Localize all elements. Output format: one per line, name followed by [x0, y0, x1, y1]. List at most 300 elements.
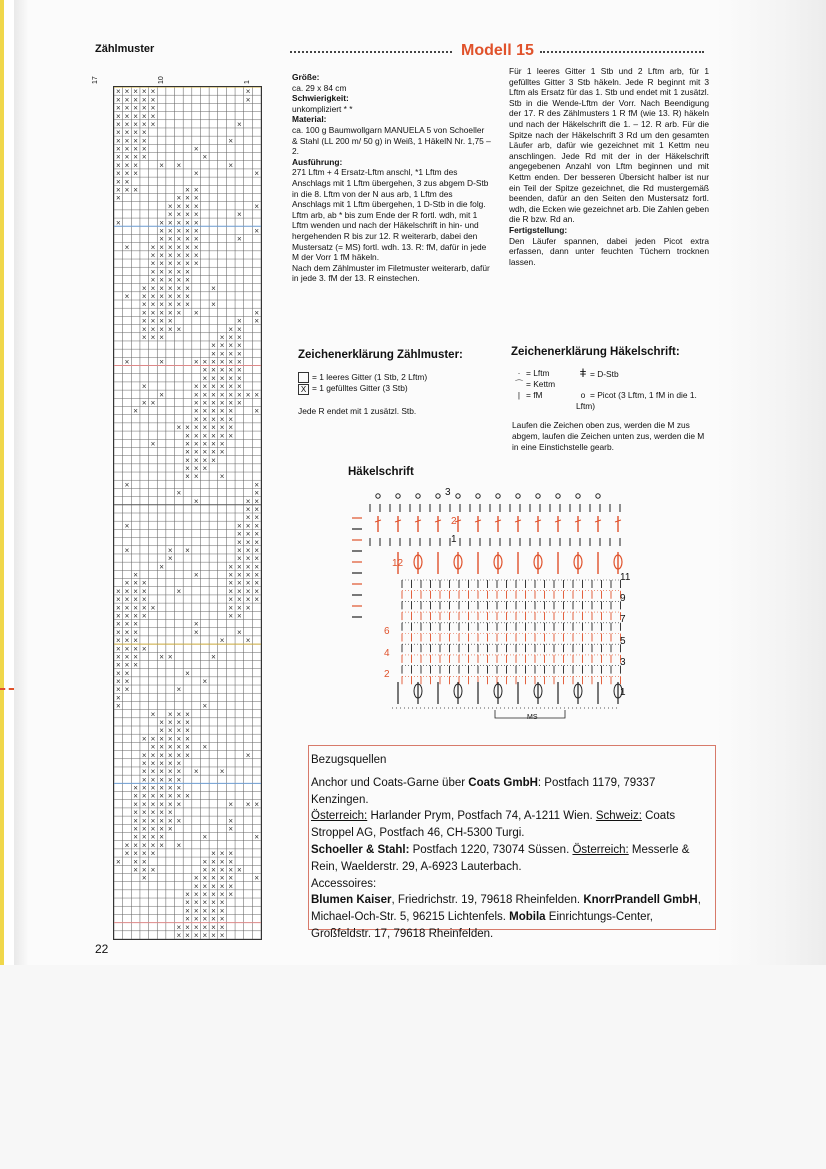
- filled-cell-mark: ×: [150, 791, 156, 801]
- picot-mark: [516, 494, 520, 498]
- filled-cell-mark: ×: [237, 349, 242, 359]
- row-label-4: 4: [384, 648, 390, 659]
- filled-cell-mark: ×: [202, 447, 208, 457]
- filled-cell-mark: ×: [228, 349, 234, 359]
- filled-cell-mark: ×: [115, 619, 121, 629]
- filled-cell-mark: ×: [124, 119, 130, 129]
- filled-cell-mark: ×: [141, 152, 147, 162]
- filled-cell-mark: ×: [176, 799, 182, 809]
- filled-cell-mark: ×: [193, 193, 199, 203]
- filled-cell-mark: ×: [150, 87, 156, 97]
- filled-cell-mark: ×: [176, 840, 182, 850]
- filled-cell-mark: ×: [133, 586, 138, 596]
- filled-cell-mark: ×: [228, 398, 234, 408]
- filled-cell-mark: ×: [185, 726, 190, 736]
- filled-cell-mark: ×: [141, 283, 147, 293]
- filled-cell-mark: ×: [141, 398, 147, 408]
- filled-cell-mark: ×: [124, 177, 130, 187]
- instructions-column-2: [509, 66, 709, 267]
- filled-cell-mark: ×: [150, 111, 156, 121]
- row-number-10: 10: [158, 76, 165, 84]
- lower-page-area: [0, 965, 826, 1169]
- filled-cell-mark: ×: [185, 283, 190, 293]
- filled-cell-mark: ×: [124, 144, 130, 154]
- filled-cell-mark: ×: [176, 742, 182, 752]
- row-label-1: 1: [620, 687, 626, 698]
- filled-cell-mark: ×: [133, 865, 138, 875]
- filled-cell-mark: ×: [228, 382, 234, 392]
- filled-cell-mark: ×: [228, 390, 234, 400]
- filled-cell-mark: ×: [185, 750, 190, 760]
- filled-cell-mark: ×: [202, 382, 208, 392]
- filled-cell-mark: ×: [141, 128, 147, 138]
- filled-cell-mark: ×: [193, 406, 199, 416]
- filled-cell-mark: ×: [115, 652, 121, 662]
- filled-cell-mark: ×: [141, 816, 147, 826]
- picot-icon: o: [580, 390, 586, 400]
- filled-cell-mark: ×: [193, 931, 199, 939]
- filled-cell-mark: ×: [133, 824, 138, 834]
- filled-cell-mark: ×: [133, 644, 138, 654]
- filled-cell-mark: ×: [150, 103, 156, 113]
- filled-cell-mark: ×: [141, 136, 147, 146]
- filled-cell-mark: ×: [176, 709, 182, 719]
- sources-accessories-label: Accessoires:: [311, 877, 377, 890]
- empty-square-icon: [298, 372, 309, 383]
- filled-cell-mark: ×: [176, 210, 182, 220]
- filled-cell-mark: ×: [176, 586, 182, 596]
- filled-cell-mark: ×: [141, 767, 147, 777]
- filled-cell-mark: ×: [159, 726, 164, 736]
- filled-cell-mark: ×: [228, 890, 234, 900]
- picot-mark: [416, 494, 420, 498]
- sources-box: [308, 745, 716, 940]
- filled-cell-mark: ×: [228, 373, 234, 383]
- filled-cell-mark: ×: [185, 447, 190, 457]
- filet-count-chart: [113, 86, 262, 940]
- filled-cell-mark: ×: [176, 931, 182, 939]
- filled-cell-mark: ×: [185, 668, 190, 678]
- filled-cell-mark: ×: [202, 865, 208, 875]
- filled-cell-mark: ×: [176, 251, 182, 261]
- filled-cell-mark: ×: [115, 103, 121, 113]
- filled-cell-mark: ×: [176, 718, 182, 727]
- filled-cell-mark: ×: [159, 234, 164, 244]
- filled-cell-mark: ×: [150, 750, 156, 760]
- filled-cell-mark: ×: [167, 783, 173, 793]
- filled-cell-mark: ×: [159, 218, 164, 228]
- filled-cell-mark: ×: [254, 513, 260, 523]
- filled-cell-mark: ×: [150, 267, 156, 277]
- filled-cell-mark: ×: [141, 586, 147, 596]
- filled-cell-mark: ×: [254, 554, 260, 564]
- finishing-text: Den Läufer spannen, dabei jeden Picot extra erfassen, dann unter feuchten Tüchern trocknen lassen.: [509, 235, 709, 267]
- filled-cell-mark: ×: [211, 365, 216, 375]
- filled-cell-mark: ×: [176, 300, 182, 310]
- picot-mark: [376, 494, 380, 498]
- filled-cell-mark: ×: [167, 734, 173, 744]
- picot-mark: [436, 494, 440, 498]
- filled-cell-mark: ×: [150, 119, 156, 129]
- filled-cell-mark: ×: [133, 849, 138, 859]
- filled-cell-mark: ×: [150, 332, 156, 342]
- filled-cell-mark: ×: [228, 423, 234, 433]
- filled-cell-mark: ×: [193, 423, 199, 433]
- filled-cell-mark: ×: [219, 857, 225, 867]
- filled-cell-mark: ×: [141, 758, 147, 768]
- filled-cell-mark: ×: [115, 701, 121, 711]
- filled-cell-mark: ×: [228, 603, 234, 613]
- filled-cell-mark: ×: [185, 742, 190, 752]
- filled-cell-mark: ×: [228, 406, 234, 416]
- picot-mark: [456, 494, 460, 498]
- filled-cell-mark: ×: [150, 292, 156, 301]
- sources-coats: Anchor und Coats-Garne über Coats GmbH: Postfach 1179, 79337 Kenzingen.: [311, 776, 656, 806]
- size-value: ca. 29 x 84 cm: [292, 82, 347, 93]
- filled-cell-mark: ×: [133, 603, 138, 613]
- picot-mark: [396, 494, 400, 498]
- filled-cell-mark: ×: [185, 218, 190, 228]
- filled-cell-mark: ×: [202, 914, 208, 924]
- filled-cell-mark: ×: [237, 316, 242, 326]
- filled-cell-mark: ×: [202, 365, 208, 375]
- filled-cell-mark: ×: [228, 357, 234, 367]
- filled-cell-mark: ×: [193, 144, 199, 154]
- round-label-1: 1: [451, 534, 457, 545]
- filled-cell-mark: ×: [115, 668, 121, 678]
- filled-cell-mark: ×: [211, 898, 216, 908]
- filled-cell-mark: ×: [159, 750, 164, 760]
- filled-cell-mark: ×: [141, 87, 147, 97]
- filled-cell-mark: ×: [211, 439, 216, 449]
- filled-cell-mark: ×: [228, 873, 234, 883]
- filled-cell-mark: ×: [219, 349, 225, 359]
- filled-cell-mark: ×: [219, 390, 225, 400]
- filled-cell-mark: ×: [185, 464, 190, 474]
- filled-cell-mark: ×: [202, 873, 208, 883]
- filled-cell-mark: ×: [245, 545, 251, 555]
- filled-cell-mark: ×: [133, 636, 138, 646]
- filled-cell-mark: ×: [133, 791, 138, 801]
- filled-cell-mark: ×: [167, 742, 173, 752]
- filled-cell-mark: ×: [124, 840, 130, 850]
- filled-cell-mark: ×: [133, 660, 138, 670]
- sources-accessories: Blumen Kaiser, Friedrichstr. 19, 79618 Rheinfelden. KnorrPrandell GmbH, Michael-Och-Str. 5, 96215 Lichtenfels. Mobila Einrichtungs-Center, Großfeldstr. 17, 79618 Rheinfelden.: [311, 894, 701, 940]
- filled-cell-mark: ×: [133, 783, 138, 793]
- filled-cell-mark: ×: [228, 881, 234, 891]
- filled-cell-mark: ×: [237, 357, 242, 367]
- filled-cell-mark: ×: [245, 521, 251, 531]
- filled-cell-mark: ×: [219, 357, 225, 367]
- filled-cell-mark: ×: [141, 144, 147, 154]
- filled-cell-mark: ×: [211, 849, 216, 859]
- filled-cell-mark: ×: [202, 857, 208, 867]
- filled-cell-mark: ×: [124, 136, 130, 146]
- filled-cell-mark: ×: [193, 447, 199, 457]
- filled-cell-mark: ×: [133, 832, 138, 842]
- filled-cell-mark: ×: [237, 562, 242, 572]
- filled-cell-mark: ×: [219, 341, 225, 351]
- filled-cell-mark: ×: [133, 816, 138, 826]
- filled-cell-mark: ×: [141, 840, 147, 850]
- filled-cell-mark: ×: [219, 431, 225, 441]
- filled-cell-mark: ×: [211, 300, 216, 310]
- slip-stitch-icon: ⌒: [514, 379, 524, 389]
- filled-cell-mark: ×: [176, 488, 182, 498]
- filled-cell-mark: ×: [185, 292, 190, 301]
- filled-cell-mark: ×: [254, 545, 260, 555]
- filled-cell-mark: ×: [141, 119, 147, 129]
- filled-cell-mark: ×: [185, 275, 190, 285]
- filled-cell-mark: ×: [150, 300, 156, 310]
- filled-cell-mark: ×: [228, 611, 234, 621]
- filled-cell-mark: ×: [237, 234, 242, 244]
- filled-cell-mark: ×: [167, 267, 173, 277]
- filled-cell-mark: ×: [159, 734, 164, 744]
- pattern-repeat-label: MS: [527, 714, 538, 721]
- filled-cell-mark: ×: [141, 873, 147, 883]
- filled-cell-mark: ×: [159, 259, 164, 269]
- filled-cell-mark: ×: [237, 382, 242, 392]
- filled-cell-mark: ×: [115, 595, 121, 605]
- row-label-2: 2: [384, 669, 390, 680]
- filled-cell-mark: ×: [133, 595, 138, 605]
- filled-cell-mark: ×: [193, 464, 199, 474]
- round-label-3: 3: [445, 487, 451, 498]
- filled-cell-mark: ×: [159, 292, 164, 301]
- filled-cell-mark: ×: [167, 300, 173, 310]
- filled-cell-mark: ×: [141, 332, 147, 342]
- filled-cell-mark: ×: [115, 144, 121, 154]
- filled-cell-mark: ×: [245, 95, 251, 105]
- filled-cell-mark: ×: [133, 406, 138, 416]
- filled-cell-mark: ×: [254, 496, 260, 506]
- double-treble-icon: ǂ: [579, 366, 587, 380]
- filled-cell-mark: ×: [133, 136, 138, 146]
- filled-cell-mark: ×: [219, 922, 225, 932]
- filled-cell-mark: ×: [228, 865, 234, 875]
- filled-cell-mark: ×: [124, 480, 130, 490]
- filled-cell-mark: ×: [219, 423, 225, 433]
- filled-cell-mark: ×: [159, 357, 164, 367]
- filled-cell-mark: ×: [219, 873, 225, 883]
- material-text: ca. 100 g Baumwollgarn MANUELA 5 von Schoeller & Stahl (LL 200 m/ 50 g) in Weiß, 1 HäkelN Nr. 1,75 – 2.: [292, 124, 491, 157]
- filled-cell-mark: ×: [185, 439, 190, 449]
- filled-cell-mark: ×: [167, 791, 173, 801]
- filled-cell-mark: ×: [124, 169, 130, 179]
- filled-cell-mark: ×: [185, 423, 190, 433]
- filled-cell-mark: ×: [159, 390, 164, 400]
- filled-cell-mark: ×: [202, 414, 208, 424]
- chart-row-numbers: [92, 60, 262, 86]
- filled-cell-mark: ×: [124, 603, 130, 613]
- filled-cell-mark: ×: [167, 824, 173, 834]
- filled-cell-mark: ×: [185, 545, 190, 555]
- filled-cell-mark: ×: [211, 922, 216, 932]
- filled-cell-mark: ×: [245, 799, 251, 809]
- chain-stitch-icon: ·: [517, 368, 521, 378]
- filled-cell-mark: ×: [219, 414, 225, 424]
- filled-cell-mark: ×: [228, 595, 234, 605]
- filled-cell-mark: ×: [141, 750, 147, 760]
- filled-cell-mark: ×: [124, 619, 130, 629]
- filled-cell-mark: ×: [159, 840, 164, 850]
- row-label-9: 9: [620, 593, 626, 604]
- filled-cell-mark: ×: [115, 857, 121, 867]
- filled-cell-mark: ×: [237, 210, 242, 220]
- filled-cell-mark: ×: [159, 832, 164, 842]
- filled-cell-mark: ×: [124, 357, 130, 367]
- row-number-1: 1: [244, 80, 251, 84]
- filled-cell-mark: ×: [193, 382, 199, 392]
- filled-cell-mark: ×: [245, 578, 251, 588]
- filled-cell-mark: ×: [211, 357, 216, 367]
- dashed-margin-mark: [0, 688, 14, 690]
- filled-cell-mark: ×: [237, 611, 242, 621]
- filled-cell-mark: ×: [245, 570, 251, 580]
- filled-cell-mark: ×: [176, 218, 182, 228]
- filled-cell-mark: ×: [219, 849, 225, 859]
- filled-cell-mark: ×: [167, 775, 173, 785]
- filled-cell-mark: ×: [237, 119, 242, 129]
- difficulty-value: unkompliziert * *: [292, 103, 353, 114]
- filled-cell-mark: ×: [133, 144, 138, 154]
- filled-cell-mark: ×: [245, 513, 251, 523]
- filled-cell-mark: ×: [141, 300, 147, 310]
- filled-cell-mark: ×: [115, 160, 121, 170]
- filled-cell-mark: ×: [115, 119, 121, 129]
- filled-cell-mark: ×: [185, 709, 190, 719]
- filled-cell-mark: ×: [228, 816, 234, 826]
- filled-cell-mark: ×: [150, 316, 156, 326]
- filled-cell-mark: ×: [228, 414, 234, 424]
- filled-cell-mark: ×: [237, 529, 242, 539]
- filled-cell-mark: ×: [150, 767, 156, 777]
- filled-cell-mark: ×: [193, 234, 199, 244]
- filled-cell-mark: ×: [115, 644, 121, 654]
- filled-cell-mark: ×: [185, 210, 190, 220]
- filled-cell-mark: ×: [202, 431, 208, 441]
- left-page-edge: [0, 0, 28, 965]
- legend-crochet: [512, 368, 712, 453]
- filled-cell-mark: ×: [150, 734, 156, 744]
- filled-cell-mark: ×: [150, 824, 156, 834]
- header-rule-left: [290, 51, 452, 53]
- size-label: Größe:: [292, 72, 320, 82]
- filled-cell-mark: ×: [219, 914, 225, 924]
- filled-cell-mark: ×: [124, 586, 130, 596]
- filled-cell-mark: ×: [193, 210, 199, 220]
- filled-cell-mark: ×: [115, 177, 121, 187]
- filled-cell-mark: ×: [115, 152, 121, 162]
- filled-cell-mark: ×: [141, 857, 147, 867]
- filled-cell-mark: ×: [245, 390, 251, 400]
- filled-cell-mark: ×: [167, 316, 173, 326]
- filled-cell-mark: ×: [202, 677, 208, 687]
- filled-cell-mark: ×: [133, 578, 138, 588]
- filled-cell-mark: ×: [159, 242, 164, 252]
- filled-cell-mark: ×: [141, 783, 147, 793]
- filled-cell-mark: ×: [159, 300, 164, 310]
- filled-cell-mark: ×: [193, 357, 199, 367]
- filled-cell-mark: ×: [211, 406, 216, 416]
- filled-cell-mark: ×: [167, 816, 173, 826]
- legend-lftm: = Lftm: [526, 368, 550, 378]
- legend-empty-cell: [298, 372, 498, 383]
- filled-cell-mark: ×: [176, 922, 182, 932]
- filled-cell-mark: ×: [150, 308, 156, 318]
- filled-cell-mark: ×: [245, 87, 251, 97]
- filled-cell-mark: ×: [159, 160, 164, 170]
- filled-cell-mark: ×: [237, 865, 242, 875]
- filled-cell-mark: ×: [167, 218, 173, 228]
- crochet-diagram: [330, 484, 670, 724]
- filled-cell-mark: ×: [228, 431, 234, 441]
- legend-filled-cell: [298, 383, 498, 394]
- filled-cell-mark: ×: [219, 865, 225, 875]
- filled-cell-mark: ×: [133, 169, 138, 179]
- filled-cell-mark: ×: [193, 308, 199, 318]
- picot-mark: [556, 494, 560, 498]
- filled-cell-mark: ×: [124, 636, 130, 646]
- filled-cell-mark: ×: [159, 562, 164, 572]
- filled-cell-mark: ×: [141, 849, 147, 859]
- filled-cell-mark: ×: [254, 578, 260, 588]
- filled-cell-mark: ×: [211, 447, 216, 457]
- filled-cell-mark: ×: [124, 87, 130, 97]
- execution-continued: Für 1 leeres Gitter 1 Stb und 2 Lftm arb, für 1 gefülltes Gitter 3 Stb häkeln. Jede R beginnt mit 3 Lftm als Ersatz für das 1. Stb und endet mit 1 zusätzl. Stb in die Wende-Lftm der Vorr. Nach Beendigung der 17. R des Zählmusters 1 R fM (wie 13. R) häkeln und nach der Häkelschrift die 1. – 12. R arb. Für die Spitze nach der Häkelschrift 3 Rd um den gesamten Läufer arb, dafür wie gezeichnet mit 1 Kettm neu anschlingen. Jede Rd mit der in der Häkelschrift angegebenen Anzahl von Lftm beginnen und mit Kettm enden. Der besseren Übersicht halber ist nur ein Teil der Spitze gezeichnet, die Rd mustergemäß beenden, dafür an den Seiten den Mustersatz fortl. wdh, die Ecken wie gezeichnet arb. Die Zahlen geben die R bzw. Rd an.: [509, 66, 709, 225]
- filled-cell-mark: ×: [124, 578, 130, 588]
- filled-cell-mark: ×: [150, 242, 156, 252]
- filled-cell-mark: ×: [115, 185, 121, 195]
- filled-cell-mark: ×: [141, 292, 147, 301]
- filled-cell-mark: ×: [133, 840, 138, 850]
- filled-cell-mark: ×: [254, 570, 260, 580]
- filled-cell-mark: ×: [124, 652, 130, 662]
- execution-text-2: Nach dem Zählmuster im Filetmuster weiterarb, dafür in jede 3. fM der 13. R einstechen.: [292, 262, 490, 284]
- filled-cell-mark: ×: [133, 128, 138, 138]
- filled-cell-mark: ×: [176, 308, 182, 318]
- filled-cell-mark: ×: [141, 382, 147, 392]
- filled-cell-mark: ×: [219, 931, 225, 939]
- filled-cell-mark: ×: [167, 808, 173, 818]
- filled-cell-mark: ×: [167, 210, 173, 220]
- filled-cell-mark: ×: [176, 750, 182, 760]
- filled-cell-mark: ×: [185, 267, 190, 277]
- filled-cell-mark: ×: [150, 742, 156, 752]
- filled-cell-mark: ×: [159, 324, 164, 334]
- filled-cell-mark: ×: [193, 242, 199, 252]
- filled-cell-mark: ×: [150, 808, 156, 818]
- filled-cell-mark: ×: [159, 316, 164, 326]
- legend-chart: [298, 372, 498, 417]
- row-label-11: 11: [620, 572, 631, 583]
- filled-cell-mark: ×: [185, 193, 190, 203]
- filled-cell-mark: ×: [185, 242, 190, 252]
- filled-cell-mark: ×: [167, 652, 173, 662]
- filled-cell-mark: ×: [228, 578, 234, 588]
- filled-cell-mark: ×: [150, 775, 156, 785]
- filled-cell-mark: ×: [254, 505, 260, 514]
- filled-cell-mark: ×: [133, 570, 138, 580]
- filled-cell-mark: ×: [254, 316, 260, 326]
- filled-cell-mark: ×: [115, 193, 121, 203]
- filled-cell-mark: ×: [254, 480, 260, 490]
- filled-cell-mark: ×: [159, 332, 164, 342]
- filled-cell-mark: ×: [185, 472, 190, 482]
- filled-cell-mark: ×: [228, 365, 234, 375]
- filled-cell-mark: ×: [167, 324, 173, 334]
